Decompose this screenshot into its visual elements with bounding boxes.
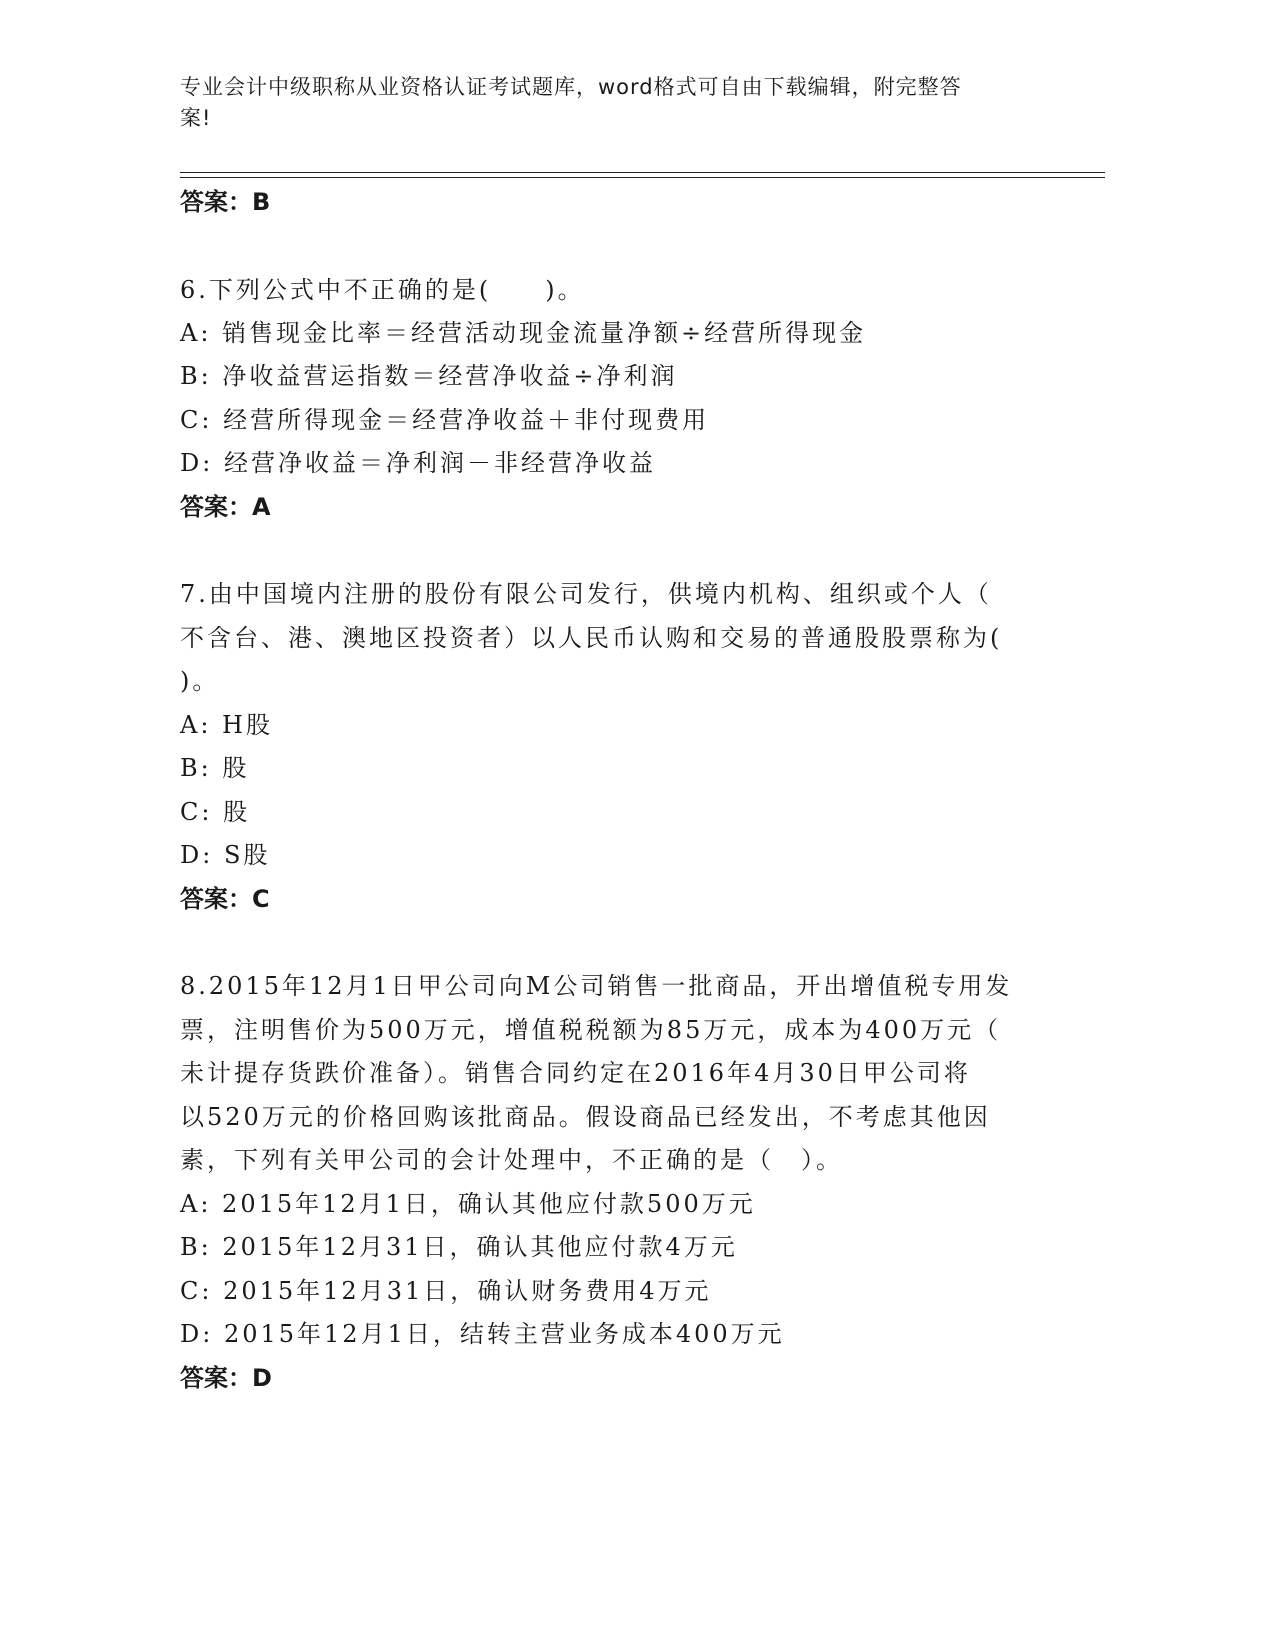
q7-stem-line: )。 (180, 667, 220, 695)
header-divider-bottom (180, 177, 1105, 178)
header-divider-top (180, 172, 1105, 173)
q8-option-d: D: 2015年12月1日，结转主营业务成本400万元 (180, 1320, 785, 1348)
q6-option-b: B: 净收益营运指数＝经营净收益÷净利润 (180, 362, 678, 390)
q8-stem-line: 票，注明售价为500万元，增值税税额为85万元，成本为400万元（ (180, 1016, 1002, 1044)
q7-stem-line: 不含台、港、澳地区投资者）以人民币认购和交易的普通股股票称为( (180, 624, 1003, 652)
q8-stem-line: 8.2015年12月1日甲公司向M公司销售一批商品，开出增值税专用发 (180, 972, 1013, 1000)
q8-stem-line: 以520万元的价格回购该批商品。假设商品已经发出，不考虑其他因 (180, 1103, 991, 1131)
header-note-line: 专业会计中级职称从业资格认证考试题库，word格式可自由下载编辑，附完整答 (180, 75, 962, 99)
header-note-line: 案! (180, 106, 212, 130)
q8-option-c: C: 2015年12月31日，确认财务费用4万元 (180, 1277, 712, 1305)
q7-option-d: D: S股 (180, 841, 271, 869)
q7-stem-line: 7.由中国境内注册的股份有限公司发行，供境内机构、组织或个人（ (180, 580, 992, 608)
q7-option-c: C: 股 (180, 798, 251, 826)
q7-answer: 答案：C (180, 885, 270, 913)
q8-option-a: A: 2015年12月1日，确认其他应付款500万元 (180, 1190, 756, 1218)
q6-stem: 6.下列公式中不正确的是( )。 (180, 276, 585, 304)
q8-stem-line: 未计提存货跌价准备）。销售合同约定在2016年4月30日甲公司将 (180, 1059, 971, 1087)
q7-option-a: A: H股 (180, 711, 273, 739)
q6-answer: 答案：A (180, 493, 271, 521)
q6-option-c: C: 经营所得现金＝经营净收益＋非付现费用 (180, 406, 710, 434)
q6-option-a: A: 销售现金比率＝经营活动现金流量净额÷经营所得现金 (180, 319, 867, 347)
q8-option-b: B: 2015年12月31日，确认其他应付款4万元 (180, 1233, 738, 1261)
q7-option-b: B: 股 (180, 754, 250, 782)
q5-answer: 答案：B (180, 188, 271, 216)
q8-answer: 答案：D (180, 1364, 272, 1392)
header-note (180, 72, 1040, 134)
q6-option-d: D: 经营净收益＝净利润－非经营净收益 (180, 449, 656, 477)
q8-stem-line: 素，下列有关甲公司的会计处理中，不正确的是（ ）。 (180, 1146, 843, 1174)
